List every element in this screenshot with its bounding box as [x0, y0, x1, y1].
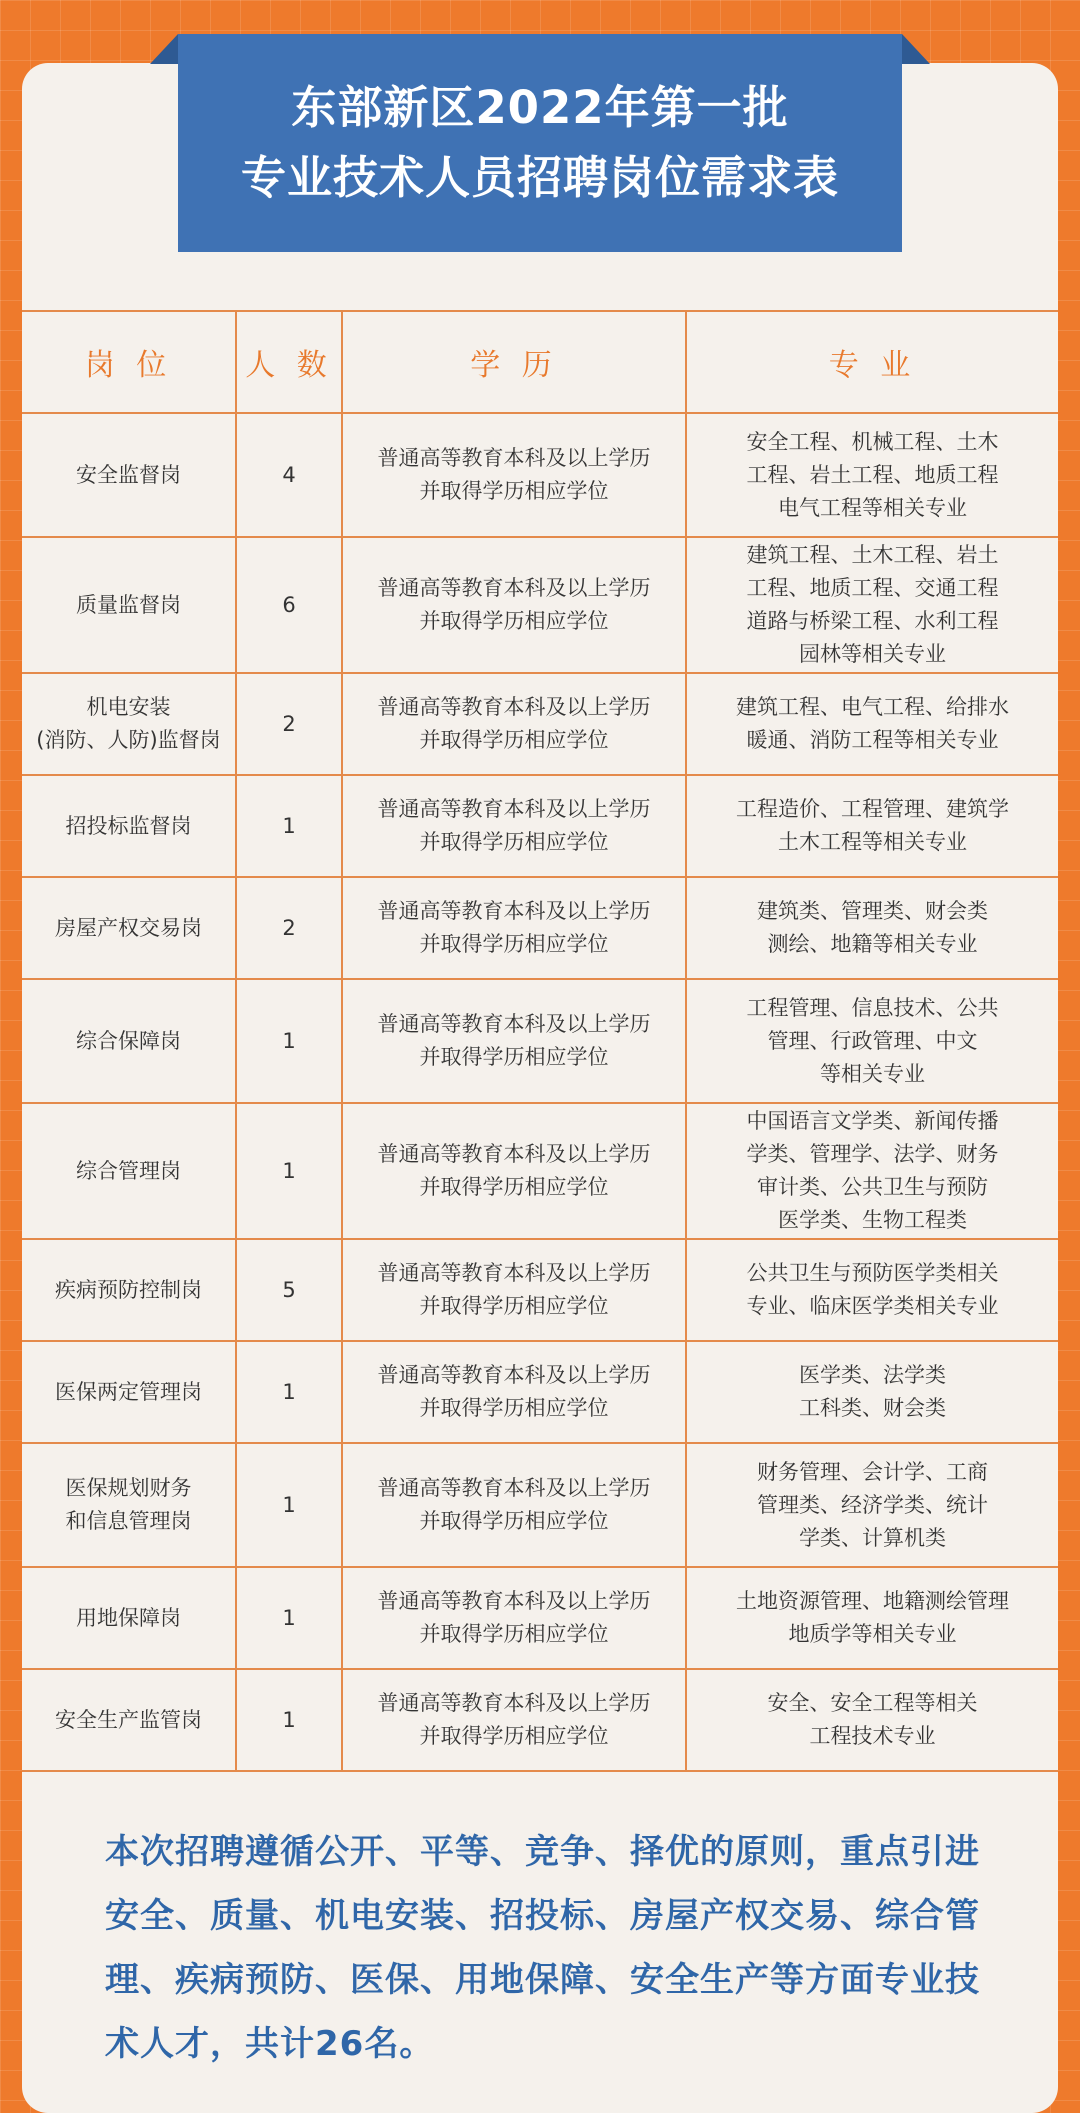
count-cell: 1 — [236, 1341, 342, 1443]
table-row — [22, 775, 1058, 877]
position-cell: 质量监督岗 — [22, 537, 236, 673]
recruitment-summary: 本次招聘遵循公开、平等、竞争、择优的原则，重点引进安全、质量、机电安装、招投标、房屋产权交易、综合管理、疾病预防、医保、用地保障、安全生产等方面专业技术人才，共计26名。 — [105, 1832, 980, 2064]
header-education: 学 历 — [342, 311, 686, 413]
header-position: 岗 位 — [22, 311, 236, 413]
major-cell: 公共卫生与预防医学类相关 专业、临床医学类相关专业 — [686, 1239, 1058, 1341]
count-cell: 6 — [236, 537, 342, 673]
major-cell: 工程管理、信息技术、公共 管理、行政管理、中文 等相关专业 — [686, 979, 1058, 1103]
count-cell: 2 — [236, 673, 342, 775]
table-header-row — [22, 311, 1058, 413]
position-cell: 房屋产权交易岗 — [22, 877, 236, 979]
major-cell: 安全工程、机械工程、土木 工程、岩土工程、地质工程 电气工程等相关专业 — [686, 413, 1058, 537]
major-cell: 财务管理、会计学、工商 管理类、经济学类、统计 学类、计算机类 — [686, 1443, 1058, 1567]
major-cell: 土地资源管理、地籍测绘管理 地质学等相关专业 — [686, 1567, 1058, 1669]
education-cell: 普通高等教育本科及以上学历 并取得学历相应学位 — [342, 413, 686, 537]
major-cell: 中国语言文学类、新闻传播 学类、管理学、法学、财务 审计类、公共卫生与预防 医学类、生物工程类 — [686, 1103, 1058, 1239]
banner-fold-left — [150, 34, 178, 64]
major-cell: 安全、安全工程等相关 工程技术专业 — [686, 1669, 1058, 1771]
major-cell: 建筑工程、土木工程、岩土 工程、地质工程、交通工程 道路与桥梁工程、水利工程 园林等相关专业 — [686, 537, 1058, 673]
table-row — [22, 1239, 1058, 1341]
header-major: 专 业 — [686, 311, 1058, 413]
position-cell: 机电安装 (消防、人防)监督岗 — [22, 673, 236, 775]
education-cell: 普通高等教育本科及以上学历 并取得学历相应学位 — [342, 1443, 686, 1567]
count-cell: 1 — [236, 1443, 342, 1567]
title-banner — [178, 34, 902, 252]
count-cell: 1 — [236, 775, 342, 877]
count-cell: 5 — [236, 1239, 342, 1341]
count-cell: 2 — [236, 877, 342, 979]
position-cell: 综合管理岗 — [22, 1103, 236, 1239]
banner-fold-right — [902, 34, 930, 64]
table-body — [22, 413, 1058, 1771]
position-cell: 用地保障岗 — [22, 1567, 236, 1669]
education-cell: 普通高等教育本科及以上学历 并取得学历相应学位 — [342, 1567, 686, 1669]
table-row — [22, 1103, 1058, 1239]
table-row — [22, 673, 1058, 775]
education-cell: 普通高等教育本科及以上学历 并取得学历相应学位 — [342, 1669, 686, 1771]
major-cell: 医学类、法学类 工科类、财会类 — [686, 1341, 1058, 1443]
position-cell: 招投标监督岗 — [22, 775, 236, 877]
title-line-1: 东部新区2022年第一批 — [291, 81, 789, 134]
education-cell: 普通高等教育本科及以上学历 并取得学历相应学位 — [342, 537, 686, 673]
position-cell: 安全生产监管岗 — [22, 1669, 236, 1771]
major-cell: 建筑工程、电气工程、给排水 暖通、消防工程等相关专业 — [686, 673, 1058, 775]
count-cell: 1 — [236, 1103, 342, 1239]
count-cell: 1 — [236, 1567, 342, 1669]
position-cell: 综合保障岗 — [22, 979, 236, 1103]
education-cell: 普通高等教育本科及以上学历 并取得学历相应学位 — [342, 673, 686, 775]
table-row — [22, 1443, 1058, 1567]
header-count: 人 数 — [236, 311, 342, 413]
table-row — [22, 413, 1058, 537]
major-cell: 建筑类、管理类、财会类 测绘、地籍等相关专业 — [686, 877, 1058, 979]
education-cell: 普通高等教育本科及以上学历 并取得学历相应学位 — [342, 1341, 686, 1443]
education-cell: 普通高等教育本科及以上学历 并取得学历相应学位 — [342, 1239, 686, 1341]
education-cell: 普通高等教育本科及以上学历 并取得学历相应学位 — [342, 775, 686, 877]
table-row — [22, 979, 1058, 1103]
education-cell: 普通高等教育本科及以上学历 并取得学历相应学位 — [342, 1103, 686, 1239]
count-cell: 1 — [236, 979, 342, 1103]
position-cell: 疾病预防控制岗 — [22, 1239, 236, 1341]
position-cell: 医保两定管理岗 — [22, 1341, 236, 1443]
education-cell: 普通高等教育本科及以上学历 并取得学历相应学位 — [342, 979, 686, 1103]
position-cell: 安全监督岗 — [22, 413, 236, 537]
table-row — [22, 1567, 1058, 1669]
position-cell: 医保规划财务 和信息管理岗 — [22, 1443, 236, 1567]
table-row — [22, 877, 1058, 979]
table-row — [22, 1669, 1058, 1771]
education-cell: 普通高等教育本科及以上学历 并取得学历相应学位 — [342, 877, 686, 979]
title-line-2: 专业技术人员招聘岗位需求表 — [240, 151, 839, 204]
table-row — [22, 537, 1058, 673]
count-cell: 4 — [236, 413, 342, 537]
job-requirements-table — [22, 310, 1058, 1772]
count-cell: 1 — [236, 1669, 342, 1771]
table-row — [22, 1341, 1058, 1443]
major-cell: 工程造价、工程管理、建筑学 土木工程等相关专业 — [686, 775, 1058, 877]
